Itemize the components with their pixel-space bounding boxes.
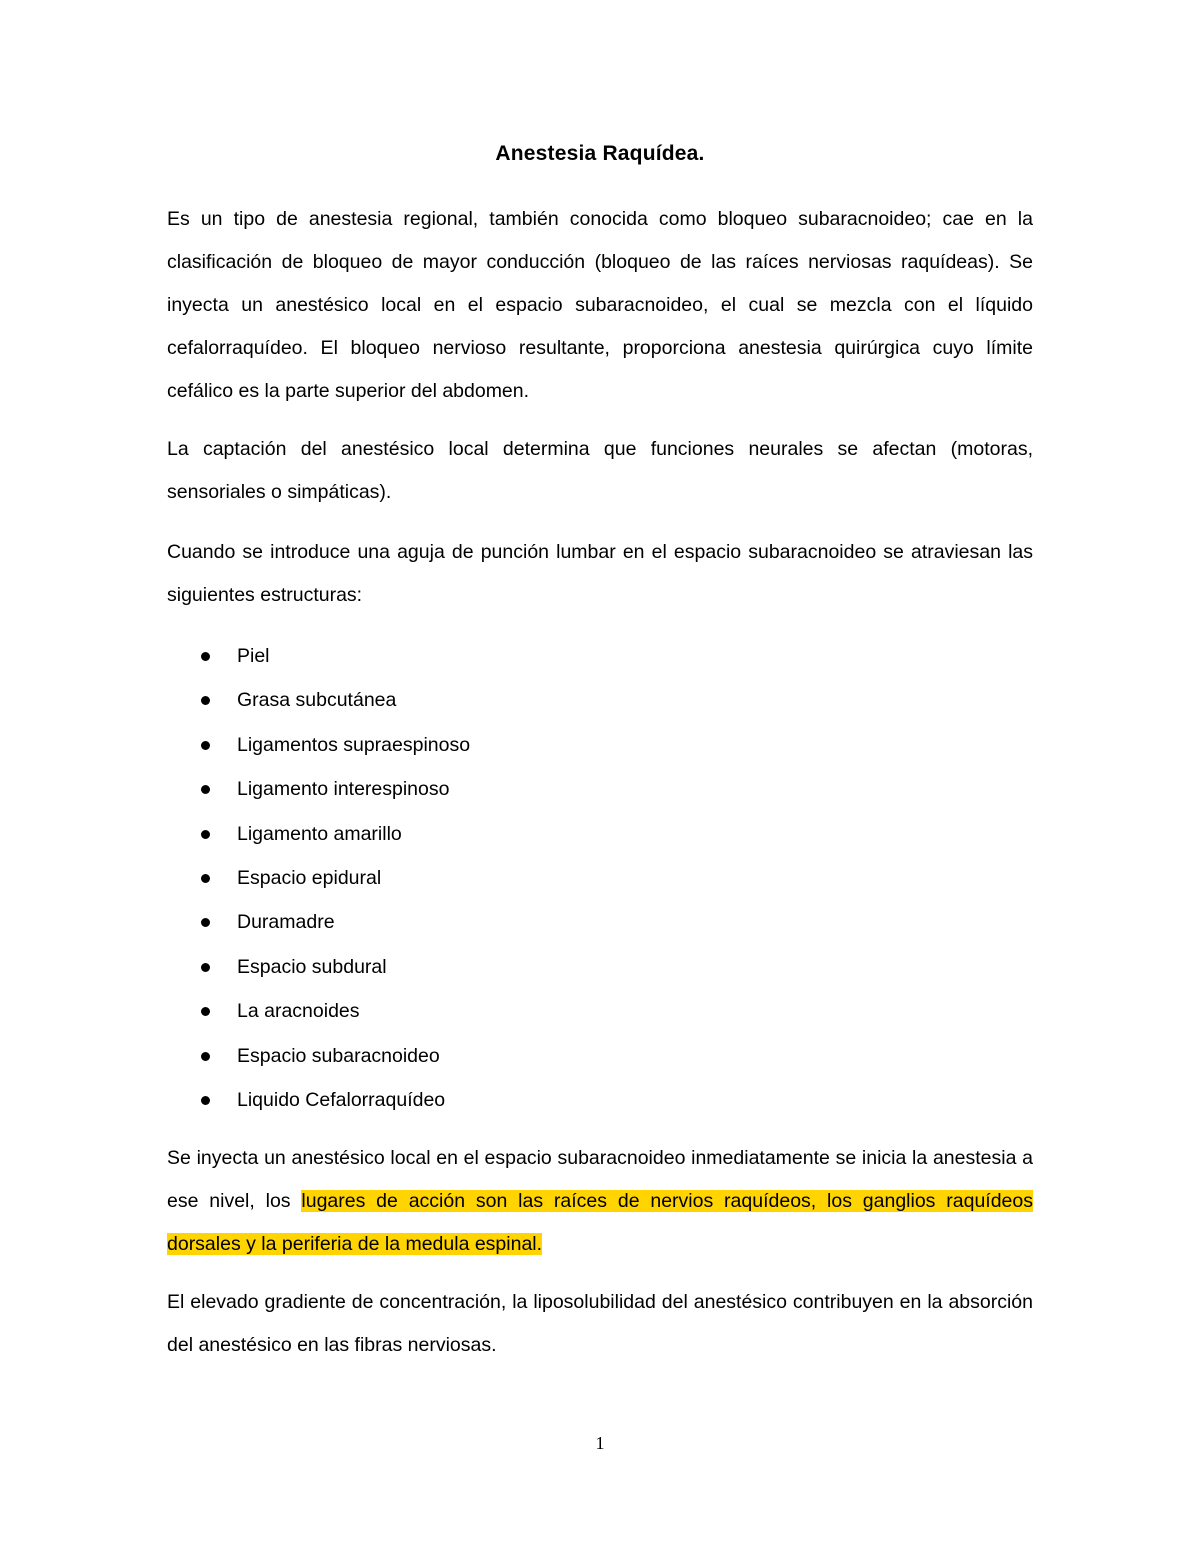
- list-item: [197, 900, 470, 944]
- bullet-icon: [201, 1096, 210, 1105]
- bullet-icon: [201, 1007, 210, 1016]
- bullet-icon: [201, 830, 210, 839]
- bullet-icon: [201, 874, 210, 883]
- list-item: [197, 1078, 470, 1122]
- paragraph-needle-structures: Cuando se introduce una aguja de punción lumbar en el espacio subaracnoideo se atraviesan las siguientes estructuras:: [167, 541, 1033, 606]
- bullet-icon: [201, 918, 210, 927]
- list-item-label: Duramadre: [237, 911, 335, 934]
- list-item: [197, 812, 470, 856]
- list-item-label: Ligamento interespinoso: [237, 778, 450, 801]
- paragraph-absorption: El elevado gradiente de concentración, la liposolubilidad del anestésico contribuyen en la absorción del anestésico en las fibras nerviosas.: [167, 1291, 1033, 1356]
- list-item: [197, 767, 470, 811]
- list-item-label: Espacio subdural: [237, 955, 387, 978]
- list-item: [197, 634, 470, 678]
- document-title: Anestesia Raquídea.: [495, 142, 705, 165]
- bullet-icon: [201, 1052, 210, 1061]
- paragraph-definition: Es un tipo de anestesia regional, también conocida como bloqueo subaracnoideo; cae en la clasificación de bloqueo de mayor conducción (bloqueo de las raíces nerviosas raquídeas). Se inyecta un anestésico local en el espacio subaracnoideo, el cual se mezcla con el líquido cefalorraquídeo. El bloqueo nervioso resultante, proporciona anestesia quirúrgica cuyo límite cefálico es la parte superior del abdomen.: [167, 208, 1033, 402]
- list-item-label: Ligamentos supraespinoso: [237, 733, 471, 756]
- list-item-label: Grasa subcutánea: [237, 689, 397, 712]
- list-item: [197, 678, 470, 722]
- list-item-label: Espacio subaracnoideo: [237, 1044, 440, 1067]
- list-item: [197, 723, 470, 767]
- list-item-label: Espacio epidural: [237, 866, 382, 889]
- list-item: [197, 1034, 470, 1078]
- list-item-label: Piel: [237, 645, 270, 667]
- paragraph-sites-plain-text: Se inyecta un anestésico local en el espacio subaracnoideo inmediatamente se inicia la anestesia a ese nivel, los: [167, 1147, 1033, 1212]
- list-item-label: Liquido Cefalorraquídeo: [237, 1088, 446, 1111]
- list-item: [197, 856, 470, 900]
- bullet-icon: [201, 785, 210, 794]
- paragraph-uptake: La captación del anestésico local determina que funciones neurales se afectan (motoras, sensoriales o simpáticas).: [167, 438, 1033, 503]
- list-item-label: La aracnoides: [237, 1000, 360, 1023]
- highlighted-text: lugares de acción son las raíces de nervios raquídeos, los ganglios raquídeos dorsales y la periferia de la medula espinal.: [167, 1190, 1033, 1255]
- list-item: [197, 945, 470, 989]
- bullet-icon: [201, 741, 210, 750]
- list-item: [197, 989, 470, 1033]
- paragraph-sites-of-action: [167, 1137, 1033, 1266]
- bullet-icon: [201, 696, 210, 705]
- page-number: 1: [595, 1433, 605, 1453]
- structures-list: [197, 634, 470, 1122]
- bullet-icon: [201, 652, 210, 661]
- list-item-label: Ligamento amarillo: [237, 822, 402, 845]
- bullet-icon: [201, 963, 210, 972]
